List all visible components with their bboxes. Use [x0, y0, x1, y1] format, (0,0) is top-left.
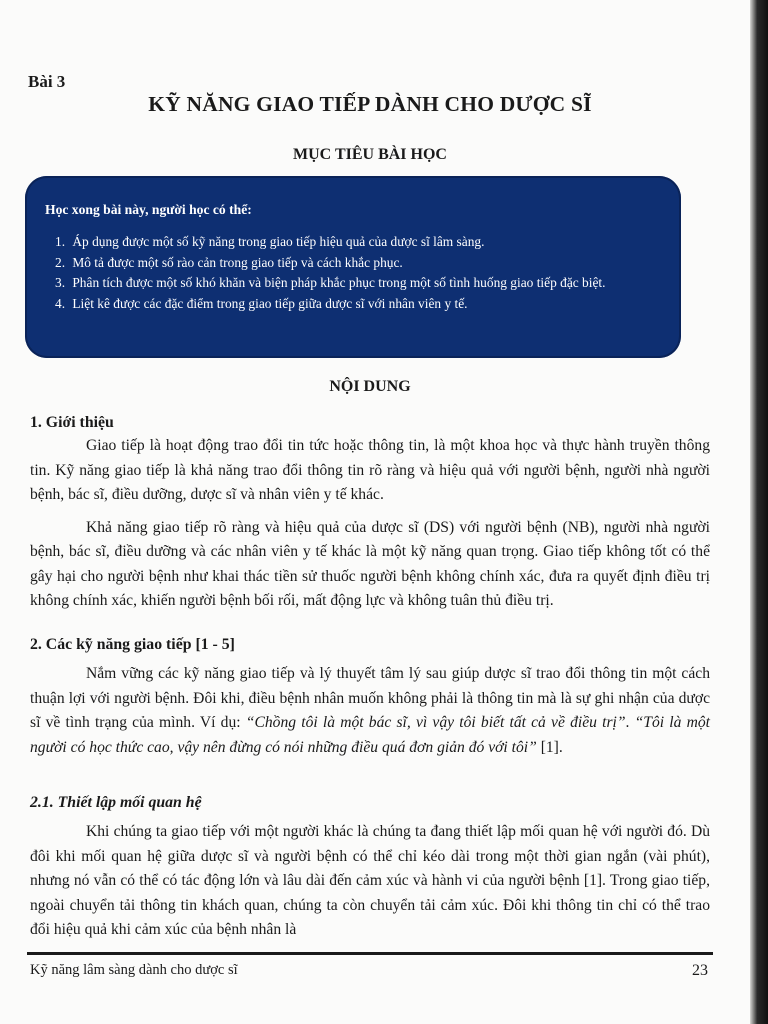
footer-rule: [27, 952, 713, 955]
paragraph: Khi chúng ta giao tiếp với một người khác là chúng ta đang thiết lập mối quan hệ với người đó. Dù đôi khi mối quan hệ giữa dược sĩ và người bệnh có thể chỉ kéo dài trong một thời gian ngắn (vài phút), nhưng nó vẫn có thể có tác động lớn và lâu dài đến cảm xúc và hành vi của người bệnh [1]. Trong giao tiếp, ngoài chuyển tải thông tin khách quan, chúng ta còn chuyển tải cảm xúc. Đôi khi thông tin chỉ có thể trao đổi hiệu quả khi cảm xúc của bệnh nhân là: [30, 823, 710, 938]
footer-book-title: Kỹ năng lâm sàng dành cho dược sĩ: [30, 962, 238, 978]
objective-item: [55, 253, 661, 274]
section-2-heading: 2. Các kỹ năng giao tiếp [1 - 5]: [30, 636, 235, 653]
content-heading: NỘI DUNG: [329, 378, 411, 395]
section-1-heading: 1. Giới thiệu: [30, 414, 114, 431]
objectives-heading: MỤC TIÊU BÀI HỌC: [293, 146, 447, 163]
objective-number: 3.: [55, 275, 66, 290]
objective-text: Phân tích được một số khó khăn và biện pháp khắc phục trong một số tình huống giao tiếp đặc biệt.: [72, 275, 606, 290]
page-number: 23: [692, 962, 708, 979]
objectives-intro: Học xong bài này, người học có thể:: [45, 202, 252, 217]
paragraph-text: .: [625, 714, 635, 731]
section-2-1-heading: 2.1. Thiết lập mối quan hệ: [30, 794, 202, 811]
paragraph-text: [1].: [536, 738, 563, 756]
quote-1: “Chồng tôi là một bác sĩ, vì vậy tôi biết tất cả về điều trị”: [245, 714, 626, 731]
page-edge-shadow: [750, 0, 768, 1024]
lesson-number: Bài 3: [28, 72, 66, 91]
paragraph: Khả năng giao tiếp rõ ràng và hiệu quả của dược sĩ (DS) với người bệnh (NB), người nhà người bệnh, bác sĩ, điều dưỡng và các nhân viên y tế khác là một kỹ năng quan trọng. Giao tiếp không tốt có thể gây hại cho người bệnh như khai thác tiền sử thuốc người bệnh không chính xác, đưa ra quyết định điều trị không chính xác, khiến người bệnh bối rối, mất động lực và không tuân thủ điều trị.: [30, 518, 710, 609]
objective-text: Liệt kê được các đặc điểm trong giao tiếp giữa dược sĩ với nhân viên y tế.: [72, 295, 468, 311]
objective-number: 1.: [55, 234, 66, 249]
objective-text: Áp dụng được một số kỹ năng trong giao tiếp hiệu quả của dược sĩ lâm sàng.: [72, 234, 485, 249]
objective-text: Mô tả được một số rào cản trong giao tiếp và cách khắc phục.: [72, 254, 403, 270]
section-1-body: [30, 434, 710, 614]
objective-item: [55, 294, 661, 315]
objective-item: [55, 273, 661, 294]
section-2-1-body: [30, 820, 710, 943]
objectives-box: [25, 176, 681, 358]
page-title: KỸ NĂNG GIAO TIẾP DÀNH CHO DƯỢC SĨ: [148, 92, 592, 116]
section-2-body: [30, 662, 710, 760]
quote-2: “Tôi là một người có học thức cao, vậy nên đừng có nói những điều quá đơn giản đó với tôi”: [30, 714, 711, 756]
paragraph: [30, 662, 710, 760]
paragraph-text: Nắm vững các kỹ năng giao tiếp và lý thuyết tâm lý sau giúp dược sĩ trao đổi thông tin một cách thuận lợi với người bệnh. Đôi khi, điều bệnh nhân muốn không phải là thông tin mà là sự ghi nhận của dược sĩ về tình trạng của mình. Ví dụ:: [30, 665, 710, 731]
objectives-list: [55, 232, 661, 314]
paragraph: Giao tiếp là hoạt động trao đổi tin tức hoặc thông tin, là một khoa học và thực hành truyền thông tin. Kỹ năng giao tiếp là khả năng trao đổi thông tin rõ ràng và hiệu quả với người bệnh, người nhà người bệnh, bác sĩ, điều dưỡng, dược sĩ và nhân viên y tế khác.: [30, 437, 710, 503]
objective-item: [55, 232, 661, 253]
objective-number: 2.: [55, 254, 66, 270]
objective-number: 4.: [55, 295, 66, 311]
